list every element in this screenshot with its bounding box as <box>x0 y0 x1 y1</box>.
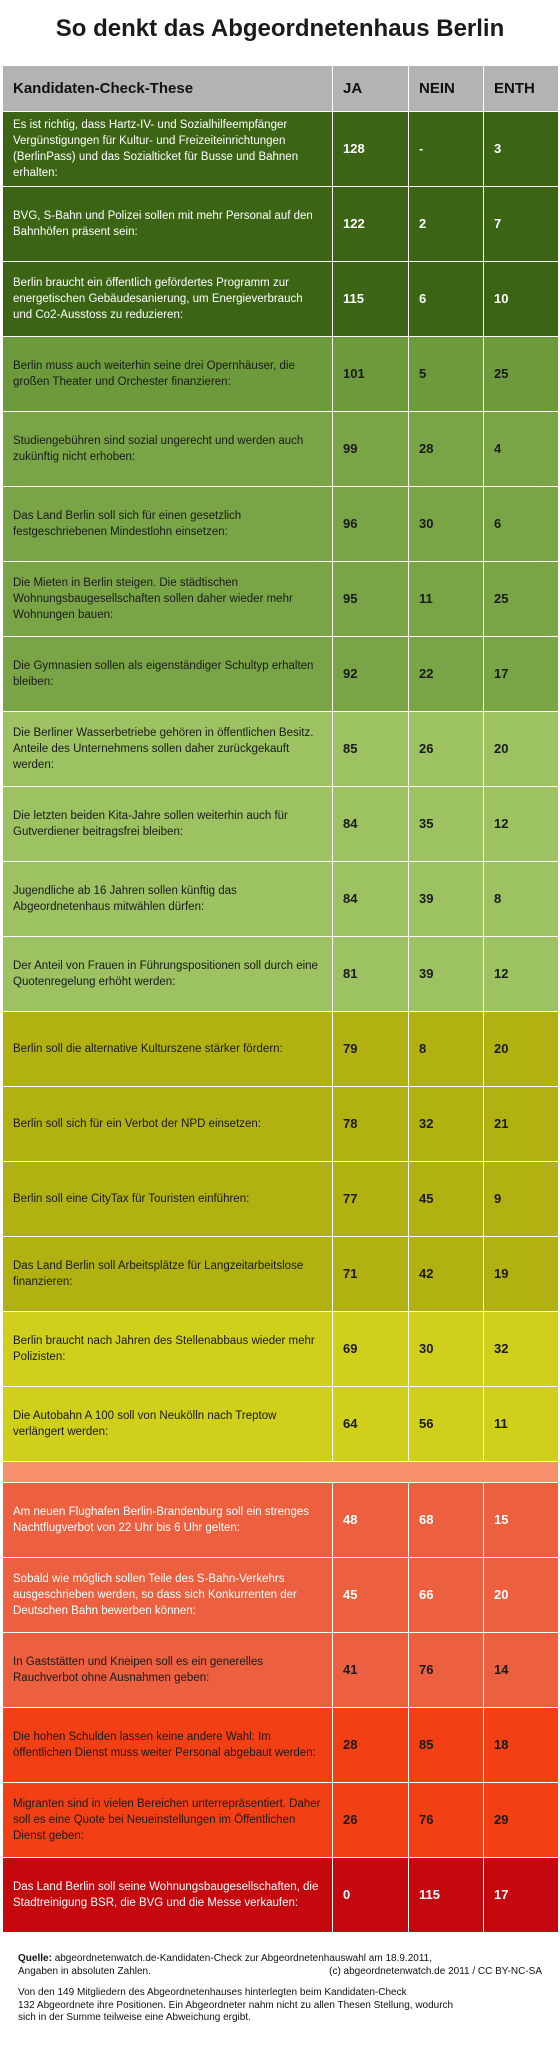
ja-cell: 84 <box>333 787 409 862</box>
enth-cell: 18 <box>484 1708 559 1783</box>
thesis-cell: Berlin soll sich für ein Verbot der NPD einsetzen: <box>3 1087 333 1162</box>
thesis-cell: Die Autobahn A 100 soll von Neukölln nach Treptow verlängert werden: <box>3 1387 333 1462</box>
enth-cell: 19 <box>484 1237 559 1312</box>
table-row <box>3 1633 559 1708</box>
table-row <box>3 487 559 562</box>
copyright: (c) abgeordnetenwatch.de 2011 / CC BY-NC-SA <box>329 1965 542 1977</box>
table-body <box>3 112 559 1933</box>
ja-cell: 71 <box>333 1237 409 1312</box>
nein-cell: 30 <box>409 1312 484 1387</box>
thesis-cell: Sobald wie möglich sollen Teile des S-Bahn-Verkehrs ausgeschrieben werden, so dass sich Konkurrenten der Deutschen Bahn bewerben können: <box>3 1558 333 1633</box>
ja-cell: 28 <box>333 1708 409 1783</box>
enth-cell: 20 <box>484 712 559 787</box>
table-row <box>3 1558 559 1633</box>
thesis-cell: Die Berliner Wasserbetriebe gehören in öffentlichen Besitz. Anteile des Unternehmens sollen daher zurückgekauft werden: <box>3 712 333 787</box>
table-row <box>3 787 559 862</box>
enth-cell: 11 <box>484 1387 559 1462</box>
thesis-cell: Migranten sind in vielen Bereichen unterrepräsentiert. Daher soll es eine Quote bei Neueinstellungen im Öffentlichen Dienst geben: <box>3 1783 333 1858</box>
thesis-cell: Es ist richtig, dass Hartz-IV- und Sozialhilfeempfänger Vergünstigungen für Kultur- und Freizeiteinrichtungen (BerlinPass) und das Sozialticket für Busse und Bahnen erhalten: <box>3 112 333 187</box>
nein-cell: 39 <box>409 862 484 937</box>
table-row <box>3 1858 559 1933</box>
table-row <box>3 862 559 937</box>
thesis-cell: Berlin soll die alternative Kulturszene stärker fördern: <box>3 1012 333 1087</box>
ja-cell: 96 <box>333 487 409 562</box>
enth-cell: 12 <box>484 937 559 1012</box>
thesis-cell: Berlin braucht ein öffentlich gefördertes Programm zur energetischen Gebäudesanierung, um Energieverbrauch und Co2-Ausstoss zu reduzieren: <box>3 262 333 337</box>
nein-cell: 32 <box>409 1087 484 1162</box>
table-row <box>3 1012 559 1087</box>
thesis-cell: Das Land Berlin soll seine Wohnungsbaugesellschaften, die Stadtreinigung BSR, die BVG und die Messe verkaufen: <box>3 1858 333 1933</box>
thesis-cell: Jugendliche ab 16 Jahren sollen künftig das Abgeordnetenhaus mitwählen dürfen: <box>3 862 333 937</box>
enth-cell: 21 <box>484 1087 559 1162</box>
nein-cell: 30 <box>409 487 484 562</box>
enth-cell: 25 <box>484 562 559 637</box>
table-row <box>3 1387 559 1462</box>
enth-cell: 20 <box>484 1012 559 1087</box>
enth-cell: 17 <box>484 1858 559 1933</box>
table-row <box>3 1237 559 1312</box>
ja-cell: 101 <box>333 337 409 412</box>
ja-cell: 45 <box>333 1558 409 1633</box>
thesis-cell: Die Mieten in Berlin steigen. Die städtischen Wohnungsbaugesellschaften sollen daher wieder mehr Wohnungen bauen: <box>3 562 333 637</box>
thesis-cell: BVG, S-Bahn und Polizei sollen mit mehr Personal auf den Bahnhöfen präsent sein: <box>3 187 333 262</box>
ja-cell: 41 <box>333 1633 409 1708</box>
thesis-cell: Die hohen Schulden lassen keine andere Wahl: Im öffentlichen Dienst muss weiter Personal abgebaut werden: <box>3 1708 333 1783</box>
nein-cell: 26 <box>409 712 484 787</box>
note-line-1: Von den 149 Mitgliedern des Abgeordnetenhauses hinterlegten beim Kandidaten-Check <box>18 1987 407 1998</box>
nein-cell: 11 <box>409 562 484 637</box>
table-row <box>3 1483 559 1558</box>
header-ja: JA <box>333 66 409 112</box>
table-row <box>3 337 559 412</box>
table-row <box>3 112 559 187</box>
table-row <box>3 712 559 787</box>
table-row <box>3 1162 559 1237</box>
table-header-row <box>3 66 559 112</box>
ja-cell: 81 <box>333 937 409 1012</box>
nein-cell: 22 <box>409 637 484 712</box>
nein-cell: - <box>409 112 484 187</box>
nein-cell: 8 <box>409 1012 484 1087</box>
thesis-cell: Der Anteil von Frauen in Führungspositionen soll durch eine Quotenregelung erhöht werden: <box>3 937 333 1012</box>
ja-cell: 0 <box>333 1858 409 1933</box>
ja-cell: 48 <box>333 1483 409 1558</box>
ja-cell: 77 <box>333 1162 409 1237</box>
results-table <box>2 65 559 1933</box>
nein-cell: 115 <box>409 1858 484 1933</box>
enth-cell: 6 <box>484 487 559 562</box>
table-row <box>3 187 559 262</box>
note-line-3: sich in der Summe teilweise eine Abweichung ergibt. <box>18 2012 251 2023</box>
enth-cell: 32 <box>484 1312 559 1387</box>
nein-cell: 76 <box>409 1633 484 1708</box>
ja-cell: 122 <box>333 187 409 262</box>
nein-cell: 68 <box>409 1483 484 1558</box>
footer <box>18 1953 542 2025</box>
page-title: So denkt das Abgeordnetenhaus Berlin <box>55 15 505 42</box>
source-label: Quelle: <box>18 1953 52 1964</box>
thesis-cell: Die letzten beiden Kita-Jahre sollen weiterhin auch für Gutverdiener beitragsfrei bleiben: <box>3 787 333 862</box>
ja-cell: 85 <box>333 712 409 787</box>
table-row <box>3 637 559 712</box>
table-row <box>3 562 559 637</box>
table-row <box>3 1708 559 1783</box>
table-row <box>3 1087 559 1162</box>
nein-cell: 42 <box>409 1237 484 1312</box>
nein-cell: 39 <box>409 937 484 1012</box>
thesis-cell: Studiengebühren sind sozial ungerecht und werden auch zukünftig nicht erhoben: <box>3 412 333 487</box>
enth-cell: 25 <box>484 337 559 412</box>
header-nein: NEIN <box>409 66 484 112</box>
ja-cell: 128 <box>333 112 409 187</box>
nein-cell: 35 <box>409 787 484 862</box>
thesis-cell: Berlin soll eine CityTax für Touristen einführen: <box>3 1162 333 1237</box>
enth-cell: 14 <box>484 1633 559 1708</box>
thesis-cell: Die Gymnasien sollen als eigenständiger Schultyp erhalten bleiben: <box>3 637 333 712</box>
enth-cell: 7 <box>484 187 559 262</box>
ja-cell: 64 <box>333 1387 409 1462</box>
enth-cell: 4 <box>484 412 559 487</box>
enth-cell: 3 <box>484 112 559 187</box>
enth-cell: 29 <box>484 1783 559 1858</box>
ja-cell: 69 <box>333 1312 409 1387</box>
header-enth: ENTH <box>484 66 559 112</box>
nein-cell: 28 <box>409 412 484 487</box>
ja-cell: 95 <box>333 562 409 637</box>
source-text: abgeordnetenwatch.de-Kandidaten-Check zur Abgeordnetenhauswahl am 18.9.2011, <box>54 1953 432 1964</box>
nein-cell: 2 <box>409 187 484 262</box>
nein-cell: 66 <box>409 1558 484 1633</box>
table-row <box>3 412 559 487</box>
enth-cell: 15 <box>484 1483 559 1558</box>
table-row <box>3 1783 559 1858</box>
enth-cell: 12 <box>484 787 559 862</box>
nein-cell: 45 <box>409 1162 484 1237</box>
enth-cell: 20 <box>484 1558 559 1633</box>
nein-cell: 6 <box>409 262 484 337</box>
ja-cell: 84 <box>333 862 409 937</box>
note-line-2: 132 Abgeordnete ihre Positionen. Ein Abgeordneter nahm nicht zu allen Thesen Stellung, wodurch <box>18 1999 454 2011</box>
nein-cell: 85 <box>409 1708 484 1783</box>
thesis-cell: Das Land Berlin soll sich für einen gesetzlich festgeschriebenen Mindestlohn einsetzen: <box>3 487 333 562</box>
enth-cell: 9 <box>484 1162 559 1237</box>
thesis-cell: In Gaststätten und Kneipen soll es ein generelles Rauchverbot ohne Ausnahmen geben: <box>3 1633 333 1708</box>
separator-row <box>3 1462 559 1483</box>
ja-cell: 92 <box>333 637 409 712</box>
source-line <box>18 1953 542 1966</box>
thesis-cell: Am neuen Flughafen Berlin-Brandenburg soll ein strenges Nachtflugverbot von 22 Uhr bis 6 Uhr gelten: <box>3 1483 333 1558</box>
ja-cell: 79 <box>333 1012 409 1087</box>
enth-cell: 10 <box>484 262 559 337</box>
source-line-2: Angaben in absoluten Zahlen. <box>18 1965 151 1977</box>
ja-cell: 99 <box>333 412 409 487</box>
nein-cell: 56 <box>409 1387 484 1462</box>
enth-cell: 17 <box>484 637 559 712</box>
table-row <box>3 262 559 337</box>
thesis-cell: Das Land Berlin soll Arbeitsplätze für Langzeitarbeitslose finanzieren: <box>3 1237 333 1312</box>
ja-cell: 26 <box>333 1783 409 1858</box>
nein-cell: 76 <box>409 1783 484 1858</box>
thesis-cell: Berlin muss auch weiterhin seine drei Opernhäuser, die großen Theater und Orchester finanzieren: <box>3 337 333 412</box>
ja-cell: 115 <box>333 262 409 337</box>
source-row-2 <box>18 1966 542 1979</box>
enth-cell: 8 <box>484 862 559 937</box>
table-row <box>3 1312 559 1387</box>
header-thesis: Kandidaten-Check-These <box>3 66 333 112</box>
nein-cell: 5 <box>409 337 484 412</box>
thesis-cell: Berlin braucht nach Jahren des Stellenabbaus wieder mehr Polizisten: <box>3 1312 333 1387</box>
table-row <box>3 937 559 1012</box>
ja-cell: 78 <box>333 1087 409 1162</box>
separator-cell <box>3 1462 559 1483</box>
